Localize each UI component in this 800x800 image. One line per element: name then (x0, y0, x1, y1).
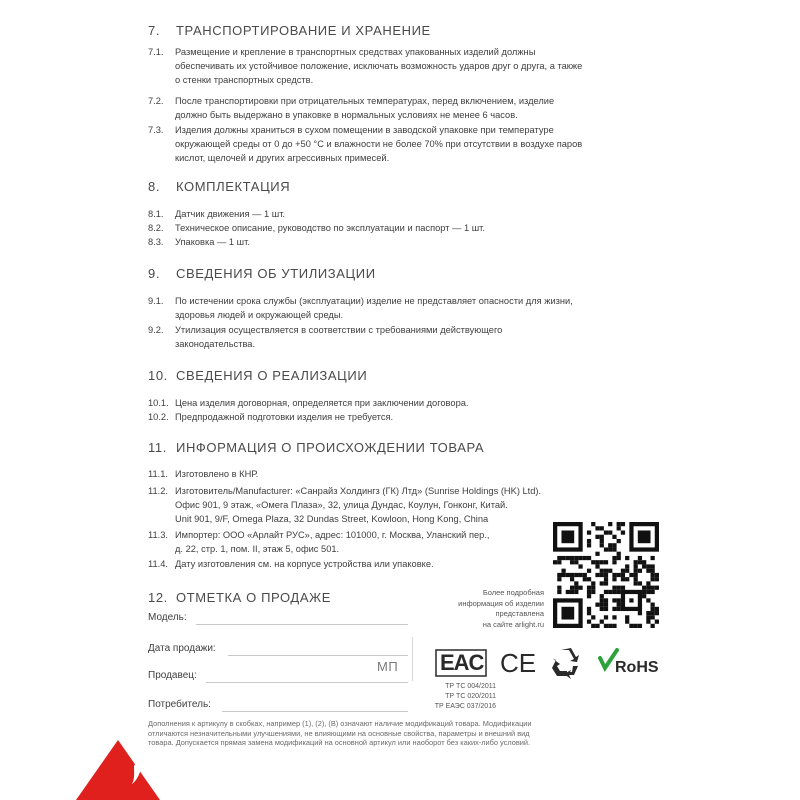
consumer-field[interactable] (222, 711, 408, 712)
model-label: Модель: (148, 612, 187, 623)
stamp-place-label: МП (377, 659, 399, 674)
svg-text:CE: CE (500, 648, 537, 678)
seller-field[interactable] (206, 682, 408, 683)
model-field[interactable] (196, 624, 408, 625)
item-7-2: 7.2. После транспортировки при отрицательных температурах, перед включением, изделие должно быть выдержано в упаковке в нормальных условиях не менее 6 часов. (148, 96, 555, 120)
section-8-title: 8. КОМПЛЕКТАЦИЯ (148, 179, 291, 194)
item-9-2: 9.2. Утилизация осуществляется в соответствии с требованиями действующего законодательства. (148, 325, 503, 349)
item-8-2: 8.2. Техническое описание, руководство по эксплуатации и паспорт — 1 шт. (148, 223, 485, 233)
section-9-title: 9. СВЕДЕНИЯ ОБ УТИЛИЗАЦИИ (148, 266, 376, 281)
modification-footnote: Дополнения к артикулу в скобках, например (1), (2), (B) означают наличие модификаций товара. Модификации отличаются незначительными улучшениями, не влияющими на основные свойства, параметры и внешний вид товара. Допускается прямая замена модификаций на основной артикул или наоборот без каких-либо условий. (148, 719, 532, 748)
recycle-icon (552, 648, 579, 679)
item-9-1: 9.1. По истечении срока службы (эксплуатации) изделие не представляет опасности для жизни, здоровья людей и окружающей среды. (148, 296, 573, 320)
eac-mark-icon (436, 650, 486, 676)
section-7-title: 7. ТРАНСПОРТИРОВАНИЕ И ХРАНЕНИЕ (148, 23, 431, 38)
section-12-title: 12. ОТМЕТКА О ПРОДАЖЕ (148, 590, 331, 605)
sale-date-label: Дата продажи: (148, 643, 216, 654)
certification-marks (432, 640, 662, 686)
section-10-title: 10. СВЕДЕНИЯ О РЕАЛИЗАЦИИ (148, 368, 368, 383)
brand-corner-mark (0, 0, 170, 800)
item-7-3: 7.3. Изделия должны храниться в сухом помещении в заводской упаковке при температуре окружающей среды от 0 до +50 °C и влажности не более 70% при отсутствии в воздухе паров кислот, щелочей и других агрессивных примесей. (148, 125, 583, 163)
item-11-3: 11.3. Импортер: ООО «Арлайт РУС», адрес: 101000, г. Москва, Уланский пер., д. 22, стр. 1, пом. II, этаж 5, офис 501. (148, 530, 490, 554)
rohs-mark-icon (600, 650, 659, 676)
item-7-1: 7.1. Размещение и крепление в транспортных средствах упакованных изделий должны обеспечивать их устойчивое положение, исключать возможность ударов друг о друга, а также о стенки транспортных средств. (148, 47, 583, 85)
item-8-3: 8.3. Упаковка — 1 шт. (148, 237, 250, 247)
item-8-1: 8.1. Датчик движения — 1 шт. (148, 209, 286, 219)
svg-text:EAC: EAC (440, 650, 484, 675)
item-11-1: 11.1. Изготовлено в КНР. (148, 469, 259, 479)
qr-code[interactable] (553, 522, 659, 628)
seller-label: Продавец: (148, 670, 197, 681)
sale-date-field[interactable] (228, 655, 408, 656)
stamp-divider (412, 637, 415, 681)
item-11-2: 11.2. Изготовитель/Manufacturer: «Санрайз Холдингз (ГК) Лтд» (Sunrise Holdings (HK) Ltd). Офис 901, 9 этаж, «Омега Плаза», 32, улица Дундас, Коулун, Гонконг, Китай. Unit 901, 9/F, Omega Plaza, 32 Dundas Street, Kowloon, Hong Kong, China (148, 486, 542, 524)
qr-note: Более подробная информация об изделии представлена на сайте arlight.ru (458, 588, 544, 629)
item-11-4: 11.4. Дату изготовления см. на корпусе устройства или упаковке. (148, 559, 434, 569)
technical-regulations: ТР ТС 004/2011 ТР ТС 020/2011 ТР ЕАЭС 037/2016 (434, 683, 496, 710)
consumer-label: Потребитель: (148, 699, 211, 710)
ce-mark-icon (500, 648, 536, 678)
svg-text:RoHS: RoHS (615, 659, 659, 676)
section-11-title: 11. ИНФОРМАЦИЯ О ПРОИСХОЖДЕНИИ ТОВАРА (148, 440, 485, 455)
item-10-2: 10.2. Предпродажной подготовки изделия не требуется. (148, 412, 394, 422)
item-10-1: 10.1. Цена изделия договорная, определяется при заключении договора. (148, 398, 469, 408)
